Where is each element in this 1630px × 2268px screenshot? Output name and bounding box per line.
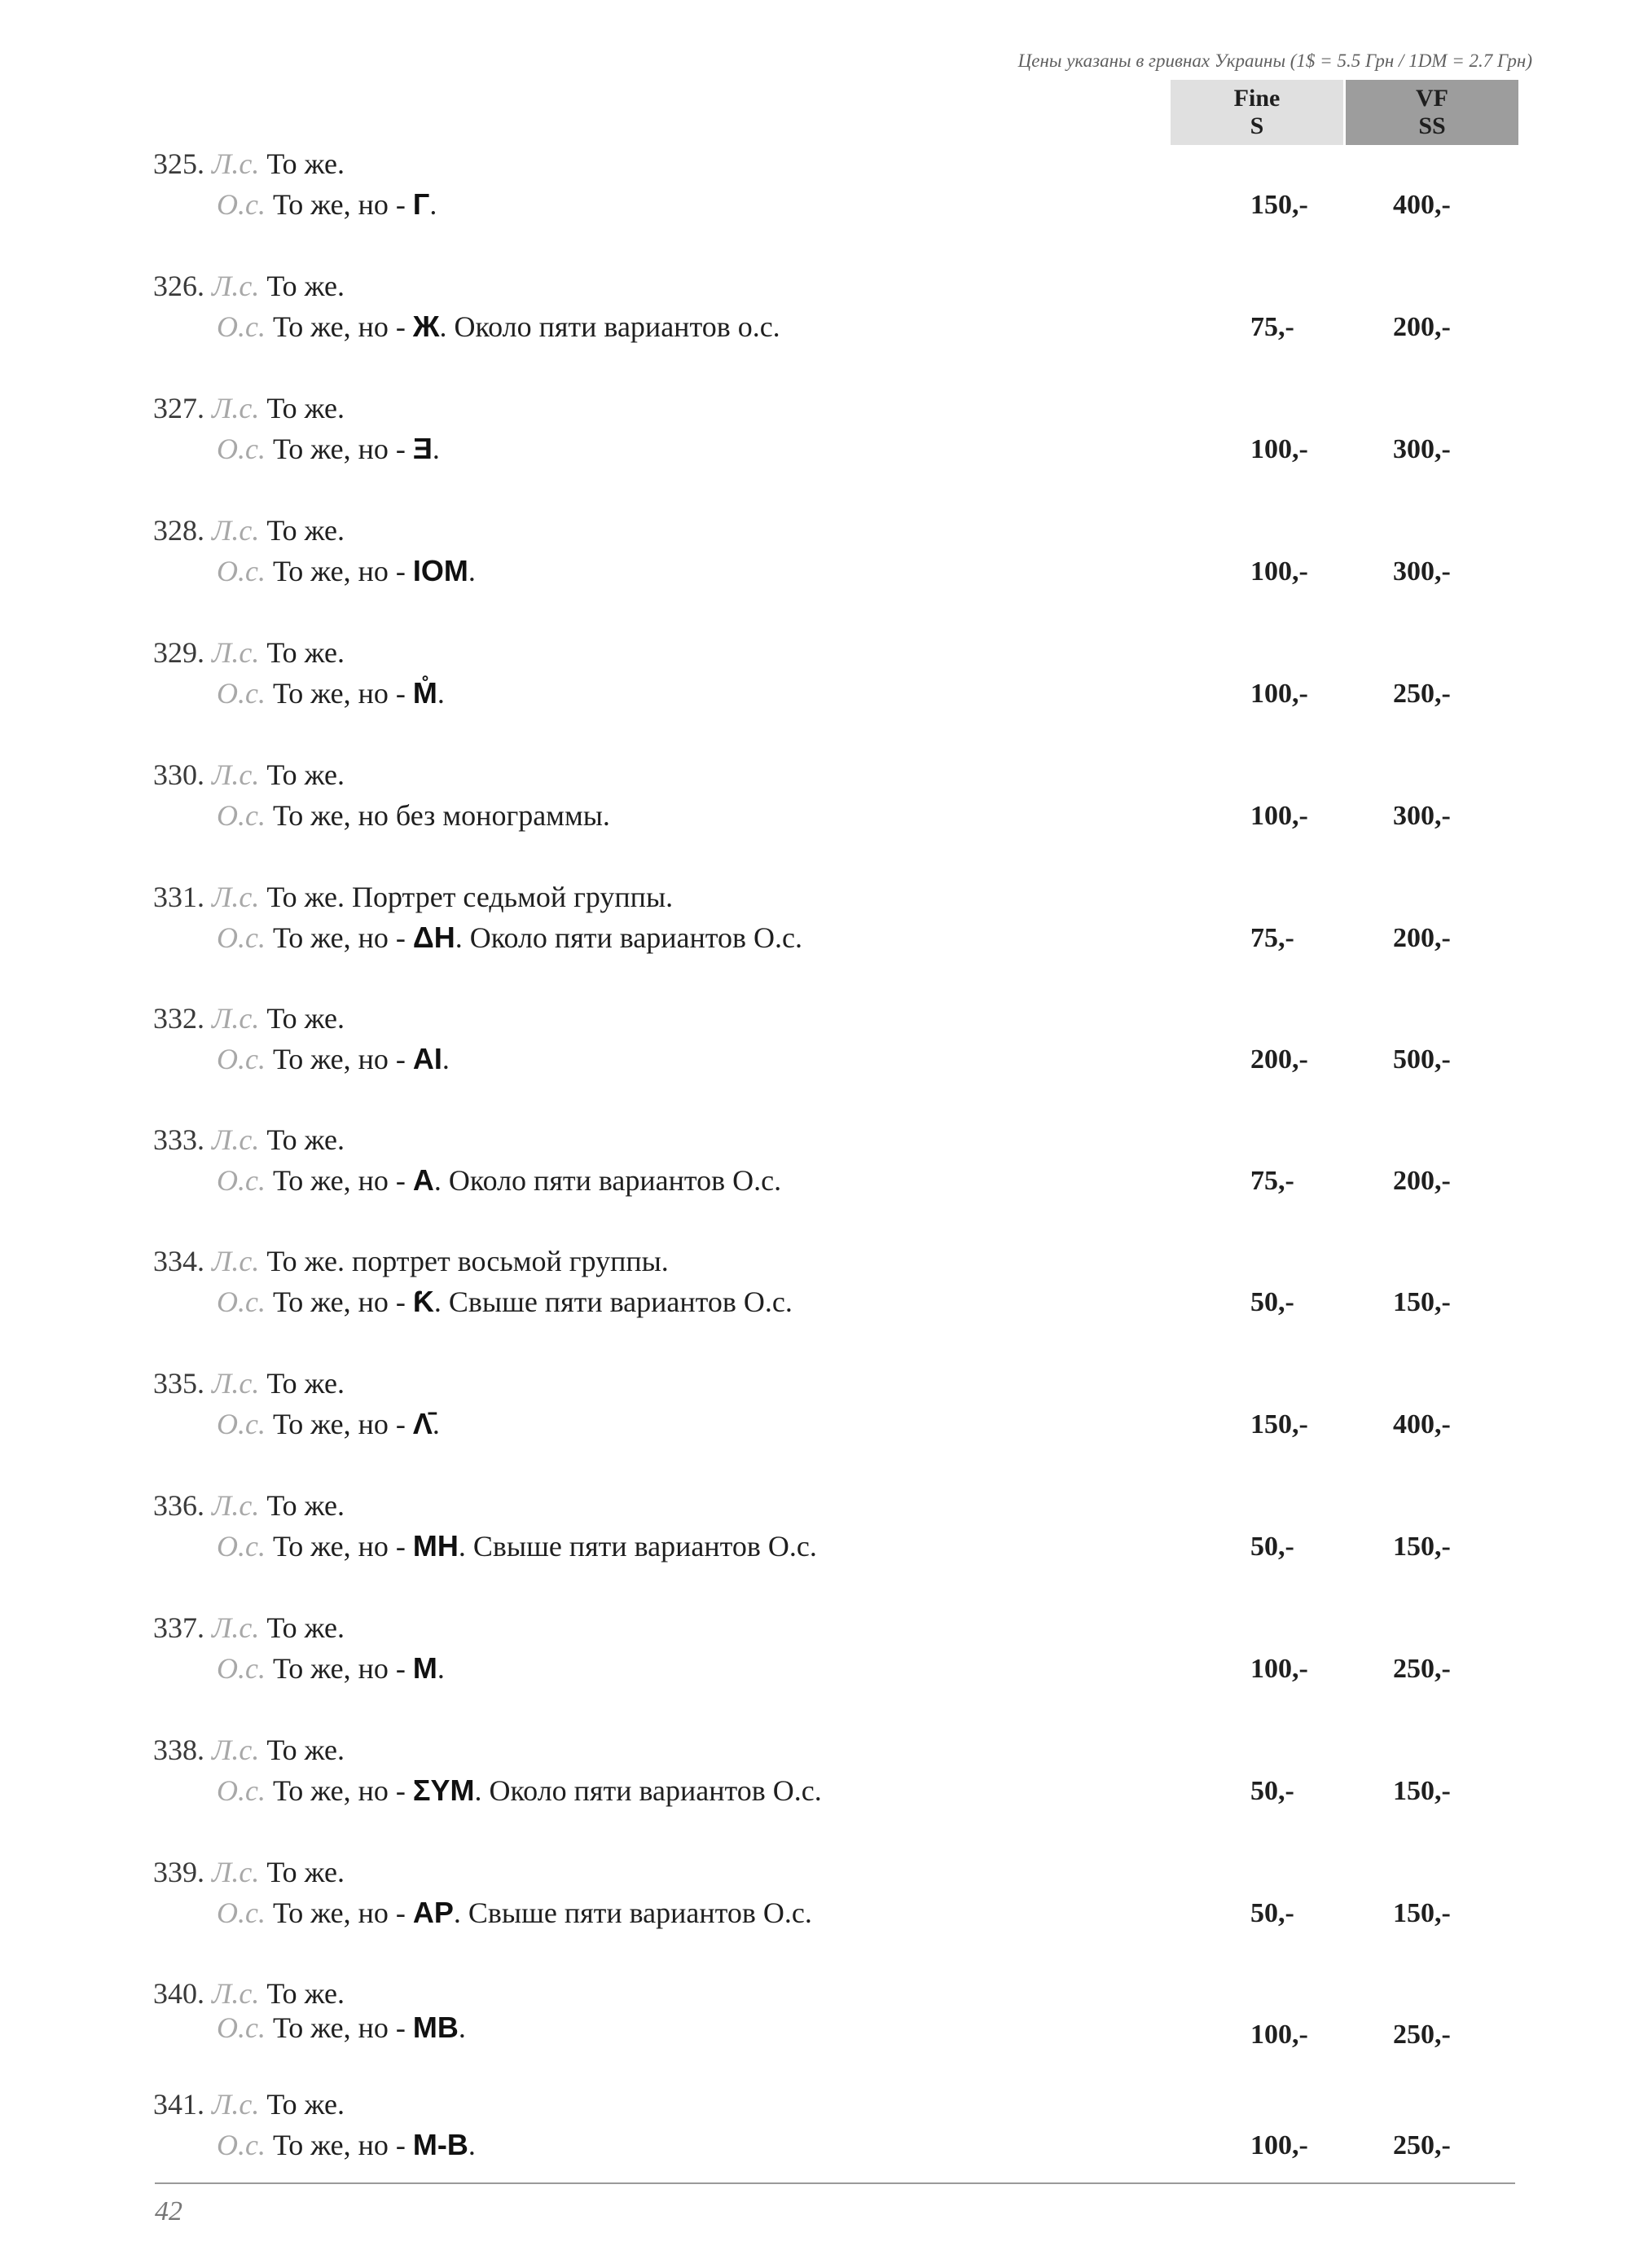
reverse-abbrev: О.с. — [217, 1408, 266, 1440]
reverse-abbrev: О.с. — [217, 2129, 266, 2161]
catalog-entry — [0, 269, 1630, 391]
reverse-abbrev: О.с. — [217, 677, 266, 710]
price-vf: 250,- — [1393, 2020, 1451, 2050]
entry-reverse-line — [217, 2011, 466, 2045]
entry-obverse-line — [153, 1733, 345, 1767]
monogram: Ƙ — [412, 1285, 434, 1318]
entry-reverse-line — [217, 187, 437, 222]
catalog-entry — [0, 1001, 1630, 1123]
price-fine: 100,- — [1250, 556, 1308, 587]
monogram: M — [412, 1651, 437, 1685]
catalog-entry — [0, 758, 1630, 880]
obverse-text: То же. — [266, 1367, 345, 1400]
reverse-abbrev: О.с. — [217, 1286, 266, 1318]
entry-obverse-line — [153, 391, 345, 425]
column-header-vf-label: VF — [1416, 85, 1448, 112]
obverse-abbrev: Л.с. — [212, 1489, 260, 1522]
catalog-entry — [0, 1611, 1630, 1733]
reverse-abbrev: О.с. — [217, 921, 266, 954]
obverse-text: То же. — [266, 1977, 345, 2010]
monogram: ΣΥΜ — [412, 1774, 475, 1807]
entry-number: 327. — [153, 392, 204, 424]
entry-reverse-line — [217, 798, 610, 833]
reverse-text: То же, но - — [272, 2011, 406, 2044]
obverse-text: То же. — [266, 2088, 345, 2121]
catalog-entry — [0, 391, 1630, 513]
reverse-note: . — [458, 2011, 466, 2044]
entry-reverse-line — [217, 1651, 445, 1686]
obverse-text: То же. — [266, 636, 345, 669]
entry-obverse-line — [153, 1366, 345, 1400]
monogram: IOM — [412, 554, 468, 587]
price-vf: 200,- — [1393, 923, 1451, 953]
entry-number: 336. — [153, 1489, 204, 1522]
price-vf: 400,- — [1393, 190, 1451, 220]
entry-obverse-line — [153, 1001, 345, 1035]
entry-reverse-line — [217, 554, 476, 588]
reverse-note: . Свыше пяти вариантов О.с. — [433, 1286, 793, 1318]
reverse-text: То же, но - — [272, 188, 406, 221]
reverse-text: То же, но - — [272, 433, 406, 465]
page-number: 42 — [155, 2196, 182, 2226]
obverse-text: То же. — [266, 1734, 345, 1766]
obverse-text: То же. — [266, 1123, 345, 1156]
price-vf: 200,- — [1393, 1166, 1451, 1196]
monogram: Λ̄ — [412, 1407, 433, 1440]
obverse-text: То же. — [266, 758, 345, 791]
price-vf: 250,- — [1393, 1654, 1451, 1684]
monogram: Ж — [412, 310, 440, 343]
reverse-abbrev: О.с. — [217, 1774, 266, 1807]
obverse-abbrev: Л.с. — [212, 2088, 260, 2121]
obverse-abbrev: Л.с. — [212, 1123, 260, 1156]
reverse-text: То же, но - — [272, 555, 406, 587]
obverse-text: То же. — [266, 392, 345, 424]
entry-obverse-line — [153, 513, 345, 547]
reverse-text: То же, но без монограммы. — [272, 799, 610, 832]
catalog-entry — [0, 1366, 1630, 1488]
catalog-entry — [0, 2087, 1630, 2209]
reverse-text: То же, но - — [272, 1897, 406, 1929]
reverse-note: . — [468, 2129, 476, 2161]
price-vf: 250,- — [1393, 2130, 1451, 2160]
price-vf: 150,- — [1393, 1287, 1451, 1317]
price-fine: 50,- — [1250, 1287, 1294, 1317]
reverse-abbrev: О.с. — [217, 1164, 266, 1197]
entry-reverse-line — [217, 1774, 822, 1808]
obverse-abbrev: Л.с. — [212, 758, 260, 791]
entry-number: 333. — [153, 1123, 204, 1156]
price-currency-note: Цены указаны в гривнах Украины (1$ = 5.5 Грн / 1DM = 2.7 Грн) — [1017, 51, 1532, 71]
price-fine: 50,- — [1250, 1898, 1294, 1928]
entry-obverse-line — [153, 1855, 345, 1889]
reverse-abbrev: О.с. — [217, 799, 266, 832]
reverse-abbrev: О.с. — [217, 188, 266, 221]
reverse-note: . Около пяти вариантов О.с. — [455, 921, 802, 954]
price-vf: 300,- — [1393, 434, 1451, 464]
column-header-fine — [1171, 80, 1343, 145]
price-vf: 300,- — [1393, 556, 1451, 587]
reverse-note: . — [432, 433, 440, 465]
catalog-entry — [0, 513, 1630, 635]
obverse-abbrev: Л.с. — [212, 1977, 260, 2010]
price-fine: 100,- — [1250, 1654, 1308, 1684]
entry-reverse-line — [217, 676, 445, 710]
reverse-text: То же, но - — [272, 1043, 406, 1075]
obverse-text: То же. Портрет седьмой группы. — [266, 881, 674, 913]
catalog-entry — [0, 1488, 1630, 1611]
entry-number: 340. — [153, 1977, 204, 2010]
monogram: ΔΗ — [412, 921, 455, 954]
reverse-text: То же, но - — [272, 1164, 406, 1197]
entry-obverse-line — [153, 147, 345, 181]
price-vf: 300,- — [1393, 801, 1451, 831]
obverse-text: То же. — [266, 1002, 345, 1035]
price-vf: 150,- — [1393, 1532, 1451, 1562]
reverse-text: То же, но - — [272, 1774, 406, 1807]
price-fine: 50,- — [1250, 1776, 1294, 1806]
column-header-vf-sub: SS — [1418, 112, 1446, 139]
entry-obverse-line — [153, 1976, 345, 2011]
price-fine: 200,- — [1250, 1044, 1308, 1075]
entry-reverse-line — [217, 1529, 817, 1563]
monogram: Α — [412, 1163, 434, 1197]
reverse-note: . — [442, 1043, 450, 1075]
catalog-entry — [0, 1855, 1630, 1977]
column-header-fine-label: Fine — [1233, 85, 1281, 112]
entry-number: 330. — [153, 758, 204, 791]
reverse-note: . — [437, 677, 445, 710]
reverse-abbrev: О.с. — [217, 310, 266, 343]
monogram: ΑΙ — [412, 1042, 442, 1075]
obverse-abbrev: Л.с. — [212, 1856, 260, 1888]
catalog-entry — [0, 147, 1630, 269]
reverse-note: . — [429, 188, 437, 221]
obverse-abbrev: Л.с. — [212, 392, 260, 424]
entry-obverse-line — [153, 1123, 345, 1157]
entry-number: 335. — [153, 1367, 204, 1400]
entry-reverse-line — [217, 310, 780, 344]
entry-number: 329. — [153, 636, 204, 669]
obverse-text: То же. — [266, 1611, 345, 1644]
entry-reverse-line — [217, 1285, 793, 1319]
reverse-abbrev: О.с. — [217, 2011, 266, 2044]
column-header-fine-sub: S — [1250, 112, 1264, 139]
entry-number: 328. — [153, 514, 204, 547]
price-vf: 200,- — [1393, 312, 1451, 342]
obverse-abbrev: Л.с. — [212, 514, 260, 547]
price-fine: 100,- — [1250, 679, 1308, 709]
monogram: ΑΡ — [412, 1896, 454, 1929]
obverse-abbrev: Л.с. — [212, 636, 260, 669]
reverse-abbrev: О.с. — [217, 433, 266, 465]
entry-reverse-line — [217, 921, 802, 955]
obverse-abbrev: Л.с. — [212, 147, 260, 180]
obverse-text: То же. портрет восьмой группы. — [266, 1245, 669, 1277]
reverse-text: То же, но - — [272, 1286, 406, 1318]
reverse-text: То же, но - — [272, 2129, 406, 2161]
reverse-note: . — [437, 1652, 445, 1685]
entry-obverse-line — [153, 269, 345, 303]
entry-number: 331. — [153, 881, 204, 913]
reverse-note: . Около пяти вариантов О.с. — [433, 1164, 782, 1197]
catalog-entry — [0, 635, 1630, 758]
entry-obverse-line — [153, 880, 673, 914]
footer-rule — [155, 2182, 1515, 2184]
reverse-note: . Около пяти вариантов О.с. — [474, 1774, 822, 1807]
reverse-note: . — [432, 1408, 440, 1440]
entry-number: 339. — [153, 1856, 204, 1888]
obverse-abbrev: Л.с. — [212, 1245, 260, 1277]
entry-reverse-line — [217, 1042, 450, 1076]
price-fine: 100,- — [1250, 434, 1308, 464]
reverse-abbrev: О.с. — [217, 555, 266, 587]
monogram: M-B — [412, 2128, 468, 2161]
reverse-text: То же, но - — [272, 677, 406, 710]
price-fine: 100,- — [1250, 2020, 1308, 2050]
obverse-abbrev: Л.с. — [212, 1002, 260, 1035]
price-vf: 150,- — [1393, 1898, 1451, 1928]
price-fine: 75,- — [1250, 923, 1294, 953]
price-fine: 100,- — [1250, 801, 1308, 831]
entry-reverse-line — [217, 1163, 781, 1198]
monogram: Ǝ — [412, 432, 433, 465]
obverse-text: То же. — [266, 147, 345, 180]
catalog-entry — [0, 1976, 1630, 2099]
price-fine: 50,- — [1250, 1532, 1294, 1562]
entry-obverse-line — [153, 635, 345, 670]
reverse-abbrev: О.с. — [217, 1652, 266, 1685]
price-fine: 75,- — [1250, 312, 1294, 342]
entry-reverse-line — [217, 1896, 812, 1930]
price-fine: 150,- — [1250, 190, 1308, 220]
entry-number: 332. — [153, 1002, 204, 1035]
obverse-text: То же. — [266, 514, 345, 547]
entry-obverse-line — [153, 758, 345, 792]
obverse-abbrev: Л.с. — [212, 1734, 260, 1766]
price-fine: 150,- — [1250, 1409, 1308, 1439]
entry-obverse-line — [153, 1488, 345, 1523]
monogram: M̊ — [412, 676, 437, 710]
obverse-abbrev: Л.с. — [212, 881, 260, 913]
obverse-text: То же. — [266, 1489, 345, 1522]
price-vf: 250,- — [1393, 679, 1451, 709]
obverse-abbrev: Л.с. — [212, 270, 260, 302]
entry-number: 337. — [153, 1611, 204, 1644]
reverse-note: . — [468, 555, 476, 587]
reverse-note: . Свыше пяти вариантов О.с. — [453, 1897, 812, 1929]
price-fine: 100,- — [1250, 2130, 1308, 2160]
obverse-abbrev: Л.с. — [212, 1367, 260, 1400]
price-vf: 400,- — [1393, 1409, 1451, 1439]
monogram: MH — [412, 1529, 459, 1563]
entry-reverse-line — [217, 1407, 440, 1441]
reverse-abbrev: О.с. — [217, 1530, 266, 1563]
reverse-text: То же, но - — [272, 310, 406, 343]
catalog-entry — [0, 1123, 1630, 1245]
entry-reverse-line — [217, 2128, 476, 2162]
price-vf: 500,- — [1393, 1044, 1451, 1075]
reverse-note: . Около пяти вариантов о.с. — [439, 310, 780, 343]
reverse-text: То же, но - — [272, 1652, 406, 1685]
monogram: MB — [412, 2011, 459, 2044]
column-header-vf — [1346, 80, 1518, 145]
reverse-text: То же, но - — [272, 1408, 406, 1440]
entry-number: 334. — [153, 1245, 204, 1277]
entry-obverse-line — [153, 1611, 345, 1645]
obverse-text: То же. — [266, 270, 345, 302]
price-vf: 150,- — [1393, 1776, 1451, 1806]
entry-number: 338. — [153, 1734, 204, 1766]
catalog-entry — [0, 880, 1630, 1002]
monogram: Г — [412, 187, 430, 221]
entry-number: 341. — [153, 2088, 204, 2121]
entry-number: 326. — [153, 270, 204, 302]
obverse-text: То же. — [266, 1856, 345, 1888]
reverse-abbrev: О.с. — [217, 1043, 266, 1075]
reverse-abbrev: О.с. — [217, 1897, 266, 1929]
obverse-abbrev: Л.с. — [212, 1611, 260, 1644]
catalog-entry — [0, 1733, 1630, 1855]
reverse-text: То же, но - — [272, 921, 406, 954]
price-fine: 75,- — [1250, 1166, 1294, 1196]
entry-obverse-line — [153, 1244, 669, 1278]
catalog-entry — [0, 1244, 1630, 1366]
entry-number: 325. — [153, 147, 204, 180]
entry-reverse-line — [217, 432, 440, 466]
entry-obverse-line — [153, 2087, 345, 2121]
reverse-note: . Свыше пяти вариантов О.с. — [458, 1530, 817, 1563]
reverse-text: То же, но - — [272, 1530, 406, 1563]
